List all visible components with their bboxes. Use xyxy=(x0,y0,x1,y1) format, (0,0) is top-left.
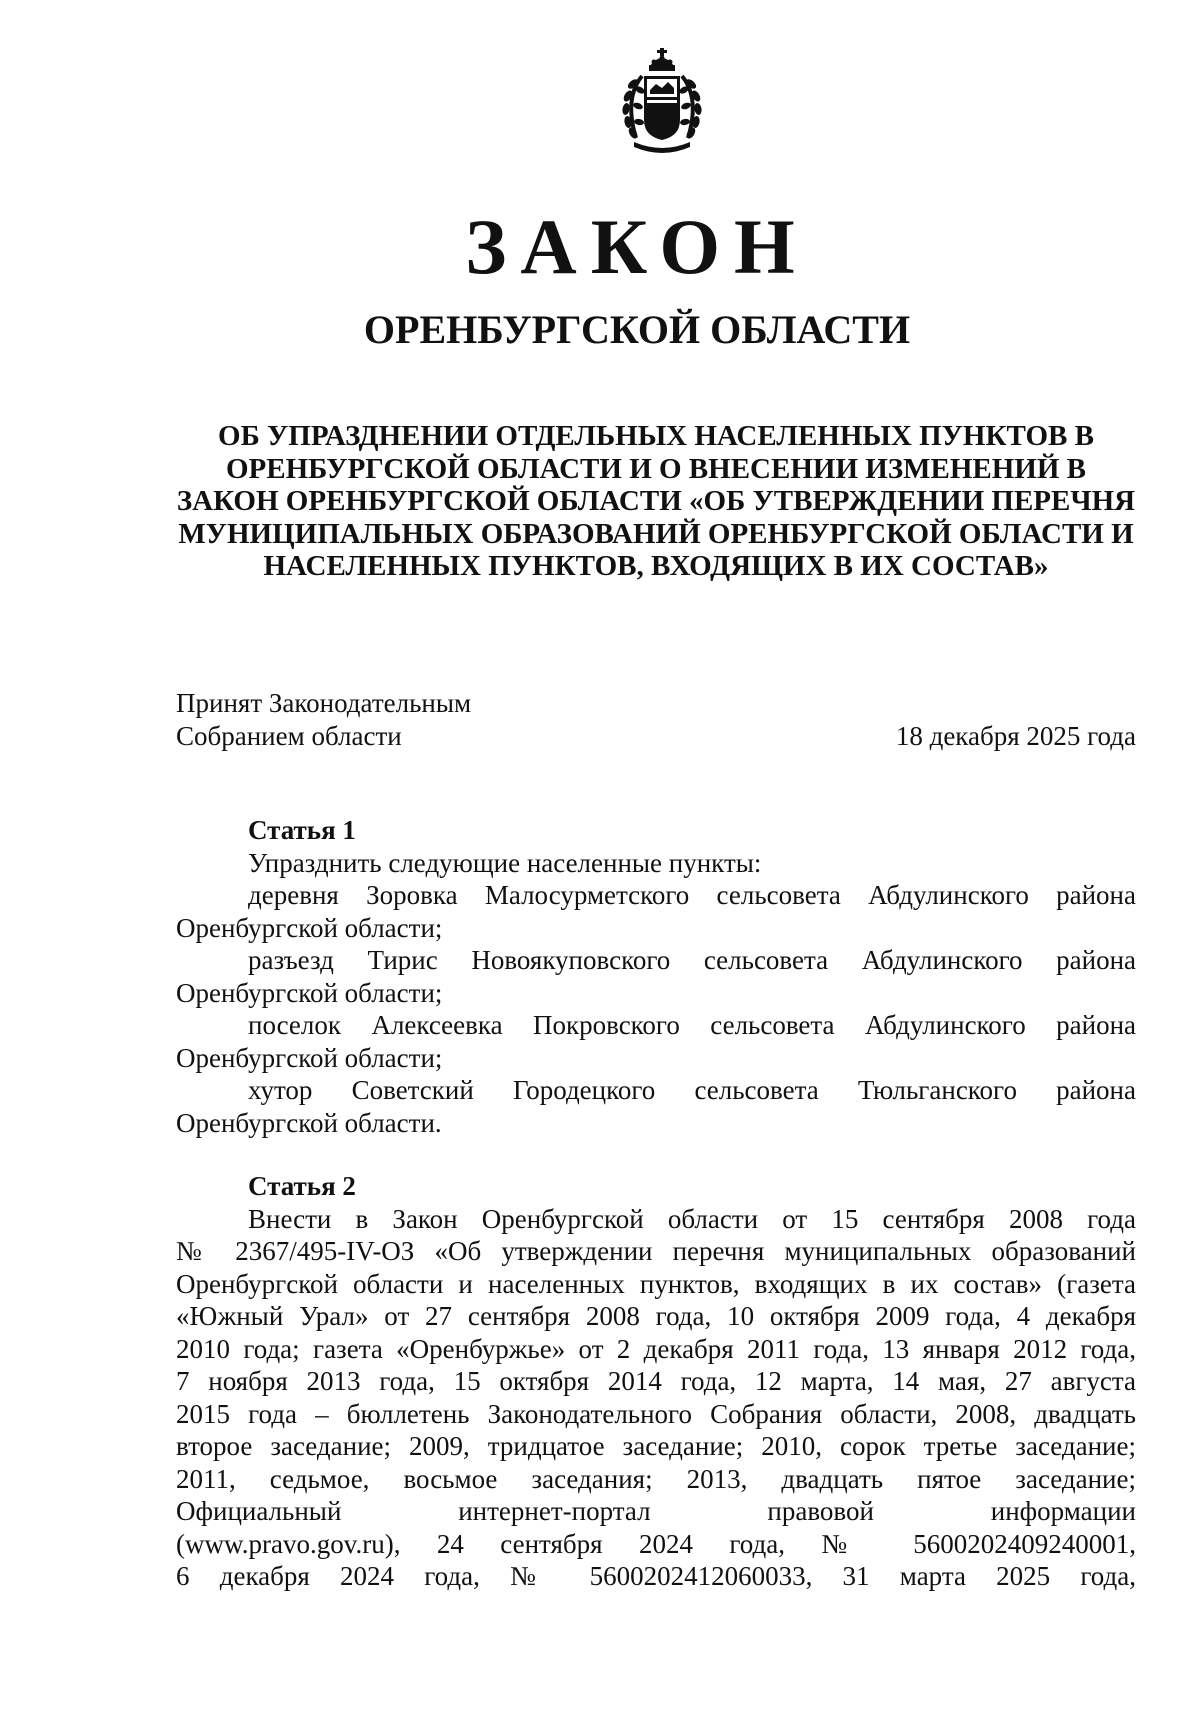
article-line: второе заседание; 2009, тридцатое заседание; 2010, сорок третье заседание; xyxy=(176,1431,1136,1461)
article-line: № 2367/495-IV-ОЗ «Об утверждении перечня муниципальных образований xyxy=(176,1236,1136,1266)
article-1 xyxy=(176,814,1136,1139)
heading-line: ОБ УПРАЗДНЕНИИ ОТДЕЛЬНЫХ НАСЕЛЕННЫХ ПУНКТОВ В xyxy=(218,420,1094,452)
adoption-note xyxy=(176,687,471,753)
document-subtitle: ОРЕНБУРГСКОЙ ОБЛАСТИ xyxy=(363,307,911,352)
article-line: 2015 года – бюллетень Законодательного Собрания области, 2008, двадцать xyxy=(176,1398,1136,1429)
heading-line: ОРЕНБУРГСКОЙ ОБЛАСТИ И О ВНЕСЕНИИ ИЗМЕНЕНИЙ В xyxy=(225,452,1087,485)
article-line: хутор Советский Городецкого сельсовета Тюльганского района xyxy=(248,1075,1136,1105)
article-line: поселок Алексеевка Покровского сельсовета Абдулинского района xyxy=(248,1010,1136,1040)
law-heading xyxy=(176,420,1136,583)
article-line: Внести в Закон Оренбургской области от 15 сентября 2008 года xyxy=(248,1203,1136,1234)
article-title: Статья 1 xyxy=(248,815,356,845)
adoption-line: Принят Законодательным xyxy=(176,688,472,718)
heading-line: МУНИЦИПАЛЬНЫХ ОБРАЗОВАНИЙ ОРЕНБУРГСКОЙ ОБЛАСТИ И xyxy=(178,517,1134,550)
article-line: (www.pravo.gov.ru), 24 сентября 2024 года, № 5600202409240001, xyxy=(176,1528,1136,1559)
article-2 xyxy=(176,1170,1136,1593)
article-line: деревня Зоровка Малосурметского сельсовета Абдулинского района xyxy=(248,880,1136,910)
article-line: Упразднить следующие населенные пункты: xyxy=(248,847,762,878)
article-line: Официальный интернет-портал правовой информации xyxy=(176,1496,1136,1526)
article-line: разъезд Тирис Новоякуповского сельсовета Абдулинского района xyxy=(248,945,1136,975)
article-line: Оренбургской области; xyxy=(176,912,443,943)
document-title: ЗАКОН xyxy=(465,203,809,290)
article-title: Статья 2 xyxy=(248,1171,356,1201)
article-line: Оренбургской области. xyxy=(176,1107,442,1138)
adoption-date: 18 декабря 2025 года xyxy=(895,721,1136,751)
article-line: 2011, седьмое, восьмое заседания; 2013, двадцать пятое заседание; xyxy=(176,1463,1136,1494)
article-line: Оренбургской области; xyxy=(176,977,443,1008)
article-line: 7 ноября 2013 года, 15 октября 2014 года, 12 марта, 14 мая, 27 августа xyxy=(176,1366,1136,1396)
heading-line: ЗАКОН ОРЕНБУРГСКОЙ ОБЛАСТИ «ОБ УТВЕРЖДЕНИИ ПЕРЕЧНЯ xyxy=(176,485,1136,517)
heading-line: НАСЕЛЕННЫХ ПУНКТОВ, ВХОДЯЩИХ В ИХ СОСТАВ» xyxy=(263,550,1049,582)
coat-of-arms-icon xyxy=(616,46,708,156)
article-line: 2010 года; газета «Оренбуржье» от 2 декабря 2011 года, 13 января 2012 года, xyxy=(176,1333,1136,1364)
adoption-line: Собранием области xyxy=(176,721,402,751)
article-line: 6 декабря 2024 года, № 5600202412060033, 31 марта 2025 года, xyxy=(176,1561,1136,1591)
article-line: Оренбургской области; xyxy=(176,1042,443,1073)
article-line: «Южный Урал» от 27 сентября 2008 года, 10 октября 2009 года, 4 декабря xyxy=(176,1301,1136,1331)
article-line: Оренбургской области и населенных пунктов, входящих в их состав» (газета xyxy=(176,1268,1136,1299)
